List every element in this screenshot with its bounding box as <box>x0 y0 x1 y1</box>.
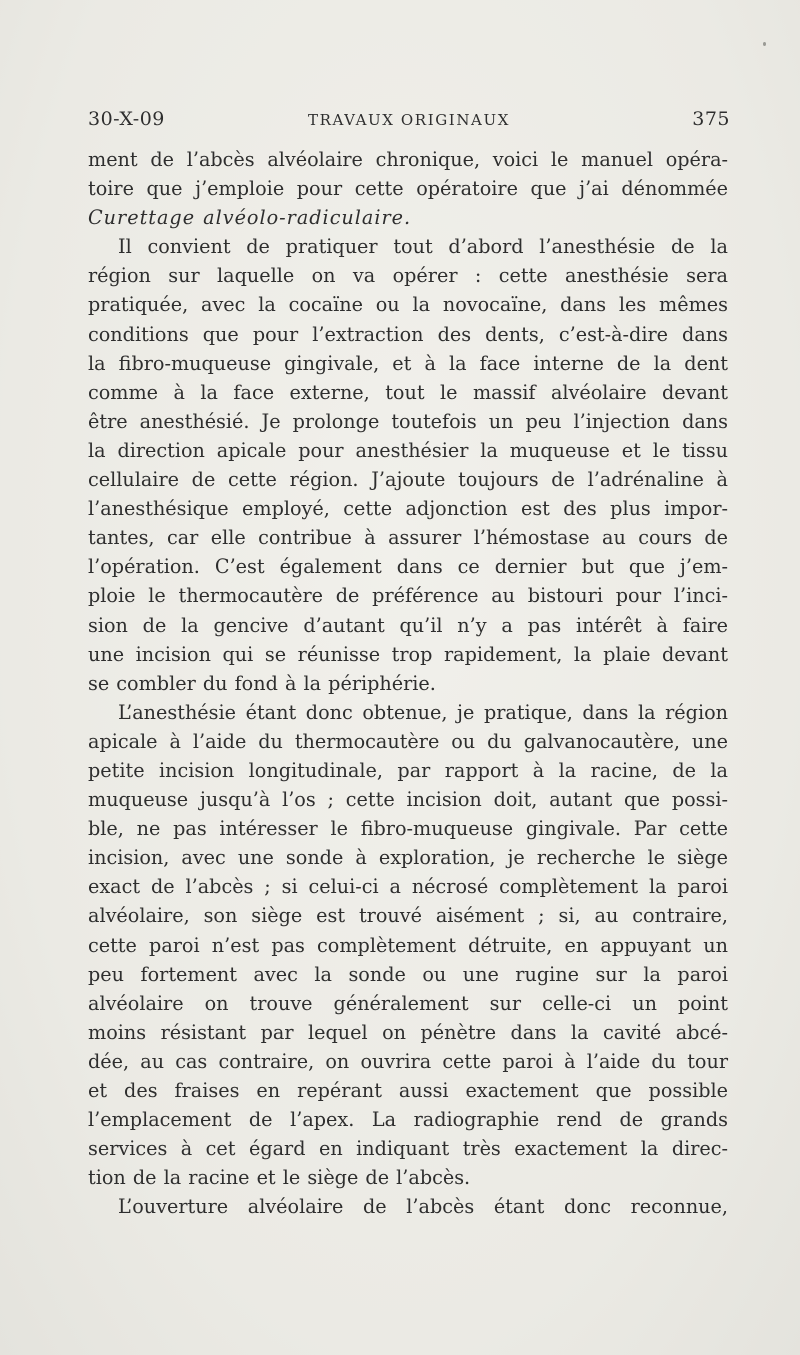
text-line: se combler du fond à la périphérie. <box>88 671 436 695</box>
paper-speck <box>763 42 766 46</box>
text-line: alvéolaire on trouve généralement sur celle-ci un point <box>88 991 728 1015</box>
running-header <box>88 108 730 136</box>
text-line: être anesthésié. Je prolonge toutefois un peu l’injection dans <box>88 409 728 433</box>
text-line-italic-title: Curettage alvéolo-radiculaire. <box>88 206 412 230</box>
text-line: ble, ne pas intéresser le fibro-muqueuse gingivale. Par cette <box>88 817 728 841</box>
text-line: ploie le thermocautère de préférence au bistouri pour l’inci- <box>88 584 728 608</box>
text-line: l’anesthésique employé, cette adjonction est des plus impor- <box>88 497 728 521</box>
text-line: comme à la face externe, tout le massif alvéolaire devant <box>88 380 728 404</box>
text-line: alvéolaire, son siège est trouvé aisément ; si, au contraire, <box>88 904 728 928</box>
text-line: la direction apicale pour anesthésier la muqueuse et le tissu <box>88 438 728 462</box>
text-line: cellulaire de cette région. J’ajoute toujours de l’adrénaline à <box>88 468 728 492</box>
text-line: conditions que pour l’extraction des dents, c’est-à-dire dans <box>88 322 728 346</box>
text-line: peu fortement avec la sonde ou une rugine sur la paroi <box>88 962 728 986</box>
text-line: exact de l’abcès ; si celui-ci a nécrosé complètement la paroi <box>88 875 728 899</box>
text-line: la fibro-muqueuse gingivale, et à la face interne de la dent <box>88 351 728 375</box>
text-line: moins résistant par lequel on pénètre dans la cavité abcé- <box>88 1020 728 1044</box>
text-line: incision, avec une sonde à exploration, je recherche le siège <box>88 846 728 870</box>
text-line: tantes, car elle contribue à assurer l’hémostase au cours de <box>88 526 728 550</box>
page-number: 375 <box>692 108 730 130</box>
header-section-title: TRAVAUX ORIGINAUX <box>307 111 511 129</box>
text-line: ment de l’abcès alvéolaire chronique, voici le manuel opéra- <box>88 148 728 171</box>
text-line: l’emplacement de l’apex. La radiographie rend de grands <box>88 1108 728 1132</box>
header-date: 30-X-09 <box>88 108 165 130</box>
text-line: et des fraises en repérant aussi exactement que possible <box>88 1079 728 1102</box>
text-line: apicale à l’aide du thermocautère ou du galvanocautère, une <box>88 729 728 753</box>
text-line: L’ouverture alvéolaire de l’abcès étant donc reconnue, <box>118 1195 728 1219</box>
text-line: cette paroi n’est pas complètement détruite, en appuyant un <box>88 933 728 957</box>
text-line: une incision qui se réunisse trop rapidement, la plaie devant <box>88 642 728 666</box>
text-line: services à cet égard en indiquant très exactement la direc- <box>88 1137 728 1161</box>
text-line: Il convient de pratiquer tout d’abord l’anesthésie de la <box>118 235 728 259</box>
text-line: L’anesthésie étant donc obtenue, je pratique, dans la région <box>118 700 728 724</box>
text-line: petite incision longitudinale, par rapport à la racine, de la <box>88 758 728 782</box>
text-line: l’opération. C’est également dans ce dernier but que j’em- <box>88 555 728 579</box>
text-line: sion de la gencive d’autant qu’il n’y a pas intérêt à faire <box>88 613 728 637</box>
text-line: toire que j’emploie pour cette opératoire que j’ai dénommée <box>88 177 728 201</box>
body-text <box>88 145 728 1221</box>
text-line: région sur laquelle on va opérer : cette anesthésie sera <box>88 264 728 288</box>
text-line: tion de la racine et le siège de l’abcès. <box>88 1166 471 1190</box>
text-line: muqueuse jusqu’à l’os ; cette incision doit, autant que possi- <box>88 788 728 812</box>
text-line: dée, au cas contraire, on ouvrira cette paroi à l’aide du tour <box>88 1049 728 1073</box>
text-line: pratiquée, avec la cocaïne ou la novocaïne, dans les mêmes <box>88 293 728 317</box>
